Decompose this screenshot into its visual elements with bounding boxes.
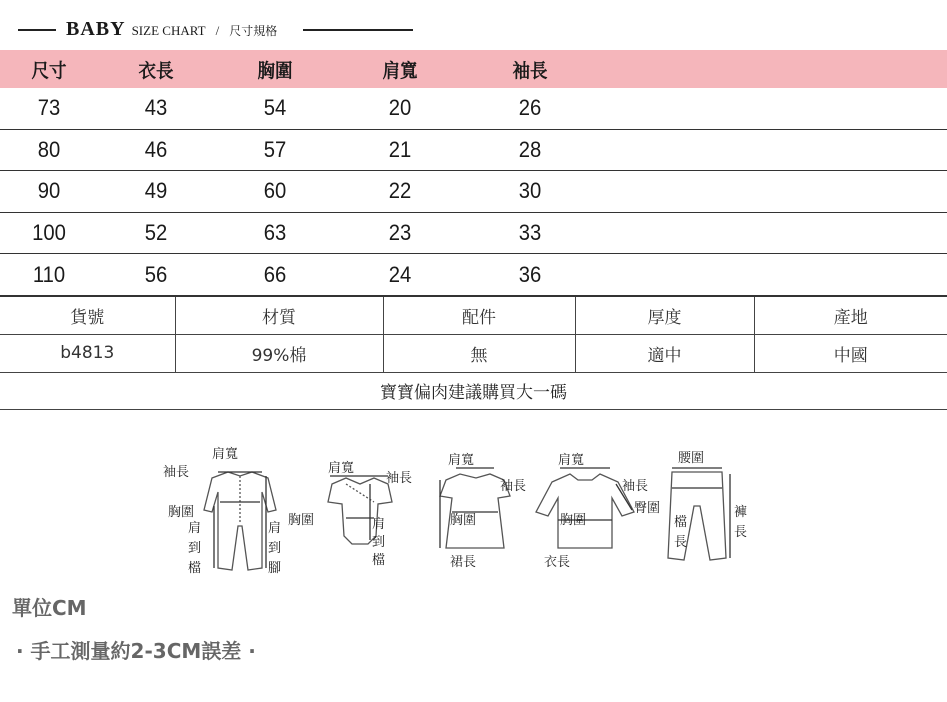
pants-label: 長 <box>734 525 748 540</box>
size-table <box>0 50 947 296</box>
bodysuit-label: 袖長 <box>386 471 413 486</box>
table-cell: 23 <box>388 220 412 246</box>
table-cell: 73 <box>37 95 61 121</box>
table-cell: 80 <box>37 136 61 162</box>
info-header-material: 材質 <box>175 296 383 334</box>
table-cell: 46 <box>144 136 168 162</box>
info-header-accessory: 配件 <box>383 296 575 334</box>
pants-illustration <box>634 451 747 560</box>
romper-label: 胸圍 <box>168 505 195 520</box>
top-label: 衣長 <box>544 555 571 570</box>
header-title <box>66 18 277 41</box>
dress-illustration <box>440 453 526 570</box>
header-chinese: 尺寸規格 <box>229 24 278 38</box>
pants-label: 長 <box>674 535 688 550</box>
dress-label: 胸圍 <box>450 513 477 528</box>
measurement-diagram <box>160 440 760 580</box>
header-cell-size: 尺寸 <box>31 59 67 82</box>
top-label: 肩寬 <box>558 453 585 468</box>
table-cell: 56 <box>144 262 168 288</box>
header-cell-length: 衣長 <box>138 59 174 82</box>
header-rule-left <box>18 29 56 31</box>
table-cell: 49 <box>144 178 168 204</box>
table-cell: 66 <box>263 262 287 288</box>
info-header-thickness: 厚度 <box>575 296 754 334</box>
romper-illustration <box>163 447 281 576</box>
pants-label: 腰圍 <box>678 451 705 466</box>
table-cell: 100 <box>32 220 66 246</box>
size-chart-header <box>0 12 947 48</box>
dress-label: 袖長 <box>500 479 527 494</box>
table-cell: 90 <box>37 178 61 204</box>
romper-label: 檔 <box>188 561 202 576</box>
table-cell: 28 <box>518 136 542 162</box>
table-cell: 36 <box>518 262 542 288</box>
pants-label: 檔 <box>674 515 688 530</box>
table-cell: 110 <box>32 262 66 288</box>
header-baby: BABY <box>66 18 126 40</box>
size-table-header <box>0 50 947 88</box>
romper-label: 到 <box>268 541 282 556</box>
measurement-error-note: · 手工測量約2-3CM誤差 · <box>16 639 256 663</box>
bodysuit-label: 肩 <box>372 517 386 532</box>
table-cell: 30 <box>518 178 542 204</box>
table-cell: 33 <box>518 220 542 246</box>
dress-label: 肩寬 <box>448 453 475 468</box>
product-info-table <box>0 295 947 373</box>
bodysuit-label: 檔 <box>372 553 386 568</box>
top-label: 袖長 <box>622 479 649 494</box>
info-value-item-no: b4813 <box>0 334 175 372</box>
romper-label: 袖長 <box>163 465 190 480</box>
info-value-row <box>0 334 947 372</box>
header-rule-right <box>303 29 413 31</box>
dress-label: 裙長 <box>450 555 477 570</box>
header-cell-chest: 胸圍 <box>257 59 293 82</box>
info-value-origin: 中國 <box>754 334 947 372</box>
table-cell: 22 <box>388 178 412 204</box>
romper-label: 到 <box>188 541 202 556</box>
info-header-row <box>0 296 947 334</box>
header-cell-sleeve: 袖長 <box>512 59 548 82</box>
bodysuit-label: 肩寬 <box>328 461 355 476</box>
info-value-thickness: 適中 <box>575 334 754 372</box>
pants-label: 褲 <box>734 505 748 520</box>
romper-label: 肩 <box>188 521 202 536</box>
header-separator: / <box>215 23 220 38</box>
header-size-chart: SIZE CHART <box>131 23 206 38</box>
table-cell: 24 <box>388 262 412 288</box>
table-cell: 21 <box>388 136 412 162</box>
table-row <box>0 130 947 172</box>
table-cell: 63 <box>263 220 287 246</box>
unit-label: 單位CM <box>12 596 87 620</box>
table-cell: 52 <box>144 220 168 246</box>
table-cell: 20 <box>388 95 412 121</box>
romper-label: 腳 <box>268 561 282 576</box>
info-header-origin: 產地 <box>754 296 947 334</box>
table-row <box>0 213 947 255</box>
table-cell: 26 <box>518 95 542 121</box>
top-illustration <box>536 453 648 570</box>
info-header-item-no: 貨號 <box>0 296 175 334</box>
table-cell: 57 <box>263 136 287 162</box>
size-advice-note: 寶寶偏肉建議購買大一碼 <box>0 372 947 410</box>
bodysuit-illustration <box>288 461 412 568</box>
romper-label: 肩寬 <box>212 447 239 462</box>
table-cell: 60 <box>263 178 287 204</box>
bodysuit-label: 到 <box>372 535 386 550</box>
table-cell: 43 <box>144 95 168 121</box>
info-value-material: 99%棉 <box>175 334 383 372</box>
table-cell: 54 <box>263 95 287 121</box>
info-value-accessory: 無 <box>383 334 575 372</box>
table-row <box>0 254 947 296</box>
header-cell-shoulder: 肩寬 <box>382 59 418 82</box>
measurement-illustrations <box>160 440 760 580</box>
top-label: 胸圍 <box>560 513 587 528</box>
bodysuit-label: 胸圍 <box>288 513 315 528</box>
table-row <box>0 171 947 213</box>
romper-label: 肩 <box>268 521 282 536</box>
table-row <box>0 88 947 130</box>
pants-label: 臀圍 <box>634 501 661 516</box>
